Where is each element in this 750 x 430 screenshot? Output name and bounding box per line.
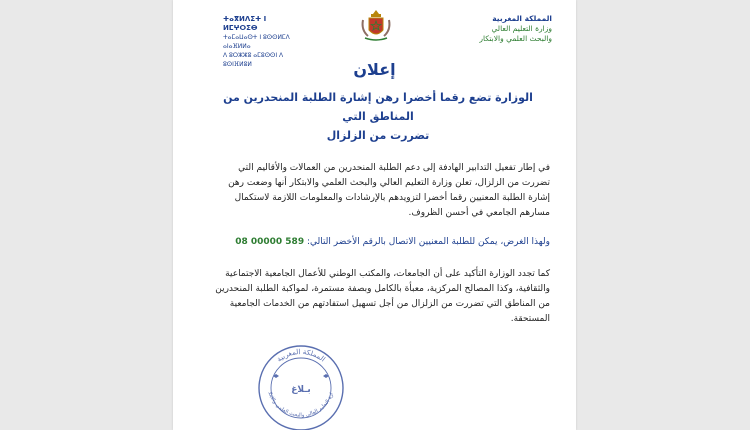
header-arabic-line3: والبحث العلمي والابتكار <box>479 34 552 43</box>
document-page <box>173 0 576 430</box>
header-arabic-line1: المملكة المغربية <box>492 14 552 23</box>
header-arabic-line2: وزارة التعليم العالي <box>491 24 552 33</box>
stamp-bottom-text: ارة التعليم العالي والبحث العلمي والابتكار <box>266 391 336 419</box>
document-title: إعلان <box>353 60 396 79</box>
stamp-center-text: بـلاغ <box>291 385 311 395</box>
stamp-top-text: المملكة المغربية <box>275 347 327 364</box>
coat-of-arms-icon <box>359 8 393 44</box>
green-number: 08 00000 589 <box>235 237 305 247</box>
document-subtitle <box>203 88 553 145</box>
subtitle-line1: الوزارة تضع رقما أخضرا رهن إشارة الطلبة المنحدرين من المناطق التي <box>223 91 533 123</box>
paragraph-intro: في إطار تفعيل التدابير الهادفة إلى دعم الطلبة المنحدرين من العمالات والأقاليم التي تضررت من الزلزال، تعلن وزارة التعليم العالي والبحث العلمي والابتكار أنها وضعت رهن إشارة الطلبة المعنيين رقما أخضرا لتزويدهم بالإرشادات والمعلومات اللازمة لاستكمال مسارهم الجامعي في أحسن الظروف. <box>228 163 550 218</box>
header-amazigh-line2: ⵜⴰⵎⴰⵡⴰⵙⵜ ⵏ ⵓⵙⵙⵍⵎⴷ ⴰⵏⴰⴼⵍⵍⴰ <box>223 34 290 50</box>
ministry-stamp <box>255 342 347 430</box>
paragraph-phone <box>210 235 550 250</box>
header-amazigh-line1: ⵜⴰⴳⵍⴷⵉⵜ ⵏ ⵍⵎⵖⵔⵉⴱ <box>223 15 267 32</box>
subtitle-line2: تضررت من الزلزال <box>326 129 430 142</box>
phone-label: ولهذا الغرض، يمكن للطلبة المعنيين الاتصال بالرقم الأخضر التالي: <box>306 237 550 247</box>
paragraph-closing: كما تجدد الوزارة التأكيد على أن الجامعات، والمكتب الوطني للأعمال الجامعية الاجتماعية والثقافية، وكذا المصالح المركزية، معبأة بالكامل وبصفة مستمرة، لمواكبة الطلبة المنحدرين من المناطق التي تضررت من الزلزال من أجل تسهيل استفادتهم من الخدمات الجامعية المستحقة. <box>215 269 550 324</box>
header-arabic <box>442 14 552 44</box>
header-amazigh-line3: ⴷ ⵓⵔⵣⵣⵓ ⴰⵎⵓⵙⵙⵏ ⴷ ⵓⵙⵏⴼⵍⵓⵍ <box>223 52 284 68</box>
